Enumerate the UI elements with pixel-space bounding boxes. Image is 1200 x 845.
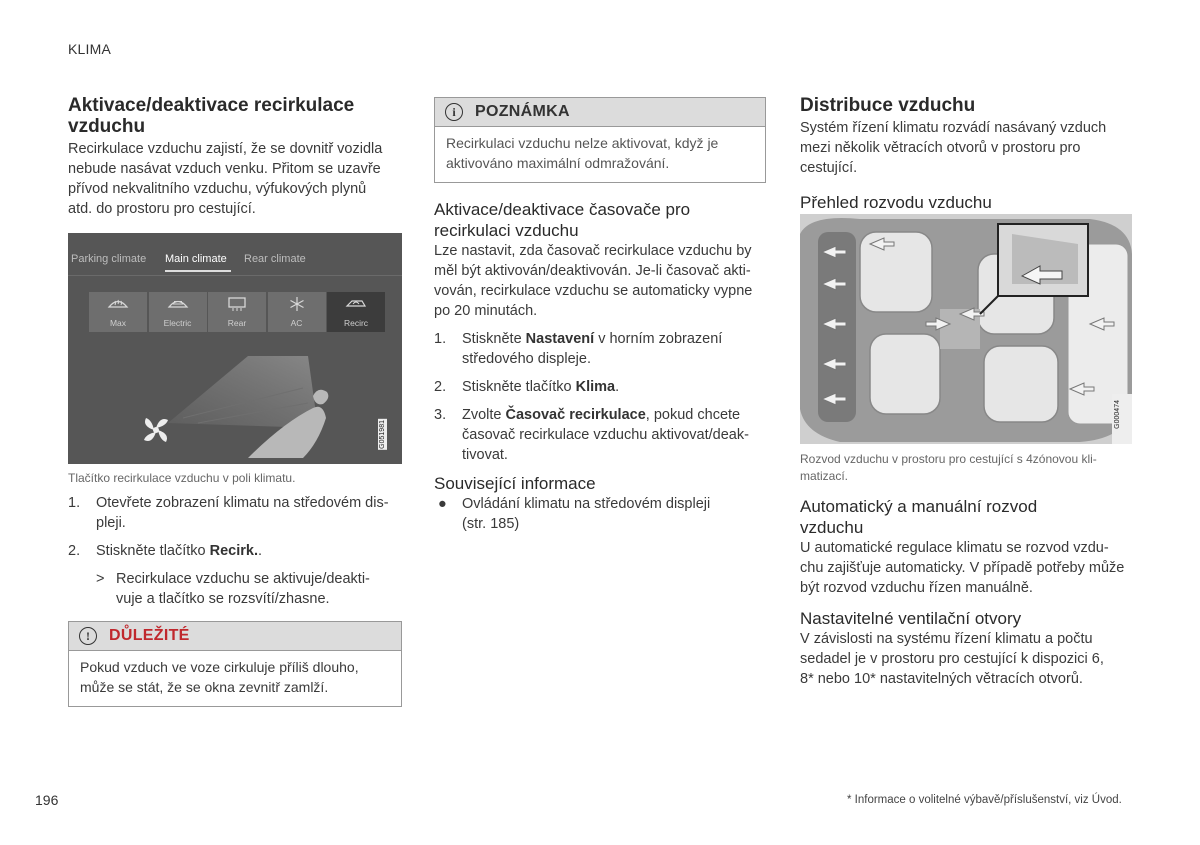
figure-caption — [800, 451, 1132, 485]
footnote: * Informace o volitelné výbavě/příslušenství, viz Úvod. — [847, 794, 1122, 806]
max-defrost-button — [89, 292, 147, 332]
text-line: Otevřete zobrazení klimatu na středovém dis- — [96, 495, 389, 511]
overview-heading: Přehled rozvodu vzduchu — [800, 193, 992, 212]
text-line: Recirkulace vzduchu zajistí, že se dovnitř vozidla — [68, 141, 383, 157]
climate-screen-image — [68, 233, 402, 464]
rear-window-heat-icon — [226, 296, 248, 312]
button-label: Recirc — [343, 318, 369, 328]
section-label: KLIMA — [68, 41, 112, 57]
step-item — [434, 405, 766, 465]
cabin-airflow-diagram — [800, 214, 1132, 444]
warning-icon: ! — [79, 627, 97, 645]
note-header — [435, 98, 765, 127]
text-line: atd. do prostoru pro cestující. — [68, 201, 256, 217]
recirc-button — [327, 292, 385, 332]
ui-term: Recirk. — [209, 543, 259, 559]
text-fragment: Zvolte — [462, 407, 506, 423]
button-label: Rear — [227, 318, 247, 328]
tab-main-climate: Main climate — [165, 253, 227, 265]
step-result — [68, 569, 402, 609]
text-line: může se stát, že se okna zevnitř zamlží. — [80, 678, 329, 695]
timer-steps — [434, 329, 766, 465]
text-line: Recirkulaci vzduchu nelze aktivovat, když je — [446, 135, 719, 151]
text-line: Recirkulace vzduchu se aktivuje/deakti- — [116, 571, 370, 587]
airflow-figure — [800, 214, 1132, 444]
text-line: matizací. — [800, 469, 849, 483]
distribution-sections — [800, 496, 1132, 689]
text-line: Systém řízení klimatu rozvádí nasávaný vzduch — [800, 120, 1107, 136]
heading-line: Aktivace/deaktivace časovače pro — [434, 200, 691, 219]
text-line: sedadel je v prostoru pro cestující k dispozici 6, — [800, 651, 1104, 667]
text-line: nebude nasávat vzduch venku. Přitom se uzavře — [68, 161, 381, 177]
ui-term: Časovač recirkulace — [505, 407, 646, 423]
text-line: aktivováno maximální odmražování. — [446, 154, 670, 171]
step-item — [434, 329, 766, 369]
important-text — [69, 651, 401, 706]
note-box — [434, 97, 766, 183]
text-line: vován, recirkulace vzduchu se automaticky vypne — [434, 283, 753, 299]
text-fragment: Stiskněte tlačítko — [96, 543, 210, 559]
text-line: středového displeje. — [462, 351, 591, 367]
step-number: 1. — [434, 331, 447, 347]
column-right — [800, 95, 1132, 217]
timer-heading — [434, 199, 766, 241]
text-line: vuje a tlačítko se rozsvítí/zhasne. — [116, 591, 330, 607]
electric-defrost-button — [149, 292, 207, 332]
text-fragment: , pokud chcete — [645, 407, 741, 423]
text-line: 8* nebo 10* nastavitelných větracích otvorů. — [800, 671, 1083, 687]
heading-line: Aktivace/deaktivace recirkulace — [68, 95, 355, 116]
seat-airflow-illustration — [68, 348, 402, 464]
ui-term: Klima — [575, 379, 616, 395]
related-heading: Související informace — [434, 474, 596, 493]
bullet-icon: ● — [438, 496, 447, 512]
text-fragment: Stiskněte tlačítko — [462, 379, 576, 395]
column-left — [68, 95, 400, 219]
text-line: tivovat. — [462, 447, 508, 463]
column-middle — [434, 97, 766, 534]
related-link-item[interactable] — [434, 494, 766, 534]
snowflake-icon — [286, 296, 308, 312]
text-line: po 20 minutách. — [434, 303, 538, 319]
text-fragment: Stiskněte — [462, 331, 526, 347]
step-item — [68, 541, 402, 561]
important-title: DŮLEŽITÉ — [109, 627, 190, 644]
ui-term: Nastavení — [525, 331, 595, 347]
tab-rear-climate: Rear climate — [244, 253, 306, 265]
figure-code: G000474 — [1114, 400, 1121, 429]
text-line: Lze nastavit, zda časovač recirkulace vzduchu by — [434, 243, 752, 259]
note-title: POZNÁMKA — [475, 103, 570, 120]
heading-line: vzduchu — [800, 518, 864, 537]
heading-air-distribution: Distribuce vzduchu — [800, 95, 976, 116]
text-fragment: . — [258, 543, 263, 559]
text-line: pleji. — [96, 515, 126, 531]
text-line: V závislosti na systému řízení klimatu a počtu — [800, 631, 1093, 647]
text-line: Ovládání klimatu na středovém displeji — [462, 496, 711, 512]
info-icon: i — [445, 103, 463, 121]
tabs-divider — [68, 275, 402, 276]
step-number: 2. — [434, 379, 447, 395]
heading-line: vzduchu — [68, 116, 146, 137]
front-defrost-icon — [107, 296, 129, 312]
step-number: 3. — [434, 407, 447, 423]
result-arrow: > — [96, 571, 105, 587]
text-fragment: v horním zobrazení — [594, 331, 723, 347]
figure-code: G051981 — [379, 420, 386, 449]
button-label: Electric — [163, 318, 192, 328]
text-line: přívod nekvalitního vzduchu, výfukových plynů — [68, 181, 367, 197]
active-tab-indicator — [165, 270, 231, 272]
text-line: chu zajišťuje automaticky. V případě potřeby může — [800, 560, 1125, 576]
windscreen-heat-icon — [167, 296, 189, 312]
distribution-intro — [800, 118, 1132, 178]
auto-manual-heading — [800, 496, 1132, 538]
ac-button — [268, 292, 326, 332]
step-item — [434, 377, 766, 397]
text-line: mezi několik větracích otvorů v prostoru pro — [800, 140, 1081, 156]
important-header — [69, 622, 401, 651]
text-line: Rozvod vzduchu v prostoru pro cestující s 4zónovou kli- — [800, 452, 1097, 466]
text-line: být rozvod vzduchu řízen manuálně. — [800, 580, 1033, 596]
tab-parking-climate: Parking climate — [71, 253, 147, 265]
auto-manual-paragraph — [800, 538, 1132, 598]
recirculation-icon — [345, 296, 367, 312]
heading-line: Automatický a manuální rozvod — [800, 497, 1038, 516]
note-text — [435, 127, 765, 182]
heading-line: recirkulaci vzduchu — [434, 221, 579, 240]
text-line: U automatické regulace klimatu se rozvod vzdu- — [800, 540, 1109, 556]
vents-heading: Nastavitelné ventilační otvory — [800, 609, 1022, 628]
text-fragment: . — [615, 379, 620, 395]
text-line: Pokud vzduch ve voze cirkuluje příliš dlouho, — [80, 659, 359, 675]
text-line: cestující. — [800, 160, 858, 176]
heading-recirculation — [68, 95, 400, 137]
button-label: AC — [290, 318, 303, 328]
text-line: časovač recirkulace vzduchu aktivovat/deak- — [462, 427, 749, 443]
rear-defrost-button — [208, 292, 266, 332]
page-number: 196 — [35, 792, 59, 808]
step-item — [68, 493, 402, 533]
button-label: Max — [109, 318, 127, 328]
important-box — [68, 621, 402, 707]
text-line: měl být aktivován/deaktivován. Je-li časovač akti- — [434, 263, 751, 279]
recirc-steps — [68, 493, 402, 609]
step-number: 1. — [68, 495, 81, 511]
vents-paragraph — [800, 629, 1132, 689]
step-number: 2. — [68, 543, 81, 559]
page-reference: (str. 185) — [462, 516, 520, 532]
intro-paragraph — [68, 139, 400, 219]
climate-button-row — [89, 292, 387, 332]
figure-caption: Tlačítko recirkulace vzduchu v poli klimatu. — [68, 471, 296, 485]
timer-paragraph — [434, 241, 766, 321]
